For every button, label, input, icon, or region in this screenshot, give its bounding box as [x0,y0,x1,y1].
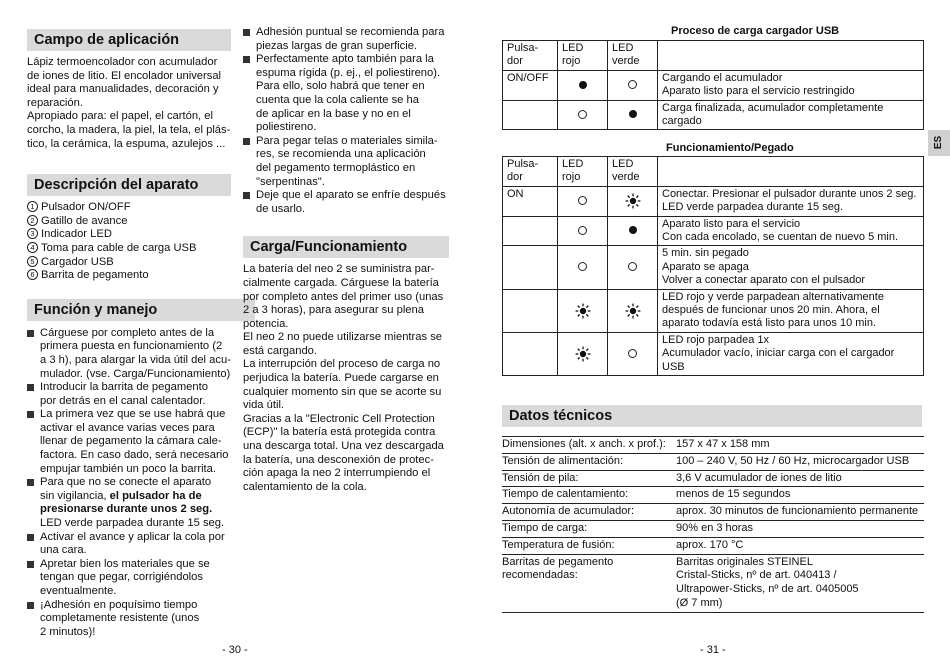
text-line: una cara. [40,544,87,557]
led-on-icon [629,226,637,234]
header-text: LED [612,42,634,54]
text-line: vida útil. [243,399,285,412]
part-number-icon: 5 [27,256,38,267]
usb-table-title: Proceso de carga cargador USB [671,25,840,37]
list-item [243,53,449,135]
text-line: de iones de litio. El encolador universal [27,69,222,82]
text-line: una descarga total. Una vez descargada [243,440,444,453]
text-line: Introducir la barrita de pegamento [40,381,208,394]
list-item [27,327,237,381]
right-page [475,0,950,670]
spec-row [502,504,924,521]
header-text: rojo [562,171,581,184]
spec-label-line: Tensión de pila: [502,471,579,484]
square-bullet-icon [27,561,34,568]
text-line: Para pegar telas o materiales simila- [256,134,438,147]
text-line: tico, la cerámica, la espuma, azulejos ... [27,137,226,150]
header-cell [658,41,924,71]
header-text: LED [562,42,584,54]
text-line: Lápiz termoencolador con acumulador [27,56,218,68]
table-header-row [503,157,924,187]
spec-row [502,437,924,454]
part-item [27,269,231,283]
middle-column [243,26,449,494]
text-line: eventualmente. [40,585,117,597]
green-led-cell [608,186,658,216]
description-line: Aparato listo para el servicio [662,217,801,230]
text-line: completamente resistente (unos [40,612,200,625]
description-line: después de funcionar unos 20 min. Ahora, el [662,304,880,317]
table-row [503,70,924,100]
header-text: verde [612,55,640,68]
table-row [503,289,924,332]
table-row [503,332,924,375]
page-number-left: - 30 - [222,644,248,656]
description-cell [658,100,924,130]
part-item [27,228,231,242]
green-led-cell [608,246,658,289]
text-line: ideal para manualidades, decoración y [27,83,219,96]
part-label: Pulsador ON/OFF [41,201,131,214]
text-line: Gracias a la "Electronic Cell Protection [243,412,435,425]
spec-value-line: Cristal-Sticks, nº de art. 040413 / [676,569,837,582]
square-bullet-icon [243,56,250,63]
list-item [27,476,237,530]
text-line: del pegamento termoplástico en [256,161,416,174]
spec-value-line: 157 x 47 x 158 mm [676,438,770,450]
spec-label [502,487,676,504]
section-heading-carga: Carga/Funcionamiento [243,236,449,258]
spec-label [502,504,676,521]
language-tab [928,130,950,156]
section-heading-descripcion: Descripción del aparato [27,174,231,196]
part-item [27,242,231,256]
description-line: LED rojo parpadea 1x [662,333,770,346]
table-row [503,216,924,246]
red-led-cell [558,186,608,216]
spec-label [502,554,676,612]
text-line: por completo antes del primer uso (unas [243,290,444,303]
tips-list [243,26,449,216]
page-number-right: - 31 - [700,644,726,656]
description-line: aparato todavía está listo para unos 10 min. [662,317,877,330]
text-line: Activar el avance y aplicar la cola por [40,530,225,543]
square-bullet-icon [27,602,34,609]
switch-cell [503,289,558,332]
square-bullet-icon [27,330,34,337]
func-table-title: Funcionamiento/Pegado [666,142,794,154]
list-item [243,26,449,53]
header-text: LED [612,158,634,170]
spec-row [502,554,924,612]
text-line: tengan que pegar, corrigiéndolos [40,571,203,584]
header-cell [658,157,924,187]
spec-row [502,537,924,554]
led-off-icon [628,262,637,271]
spec-value-line: aprox. 30 minutos de funcionamiento permanente [676,505,919,518]
led-blinking-icon [575,346,591,362]
spec-value [676,487,924,504]
description-line: 5 min. sin pegado [662,247,749,260]
text-line: Para ello, solo habrá que tener en [256,80,425,93]
header-cell [503,41,558,71]
led-off-icon [628,349,637,358]
text-line: potencia. [243,317,289,330]
table-row [503,100,924,130]
funcion-list [27,327,237,640]
spec-value [676,520,924,537]
green-led-cell [608,216,658,246]
description-line: Acumulador vacío, iniciar carga con el cargador [662,347,895,360]
switch-cell [503,100,558,130]
text-line: Apropiado para: el papel, el cartón, el [27,110,213,123]
description-cell [658,70,924,100]
led-on-icon [629,110,637,118]
spec-value-line: aprox. 170 °C [676,538,744,551]
red-led-cell [558,70,608,100]
text-line: factora. En caso dado, será necesario [40,449,229,462]
description-cell [658,289,924,332]
spec-value [676,504,924,521]
spec-value [676,554,924,612]
spec-row [502,470,924,487]
spec-value-line: (Ø 7 mm) [676,596,723,609]
text-line: La interrupción del proceso de carga no [243,358,441,371]
spec-label-line: Tensión de alimentación: [502,454,624,467]
spec-row [502,453,924,470]
list-item [27,558,237,599]
spec-row [502,520,924,537]
header-text: verde [612,171,640,184]
left-column [27,29,231,639]
description-line: Aparato listo para el servicio restringido [662,85,855,98]
description-line: Carga finalizada, acumulador completamente [662,101,884,114]
list-item [243,135,449,189]
description-line: Volver a conectar aparato con el pulsador [662,274,866,287]
led-off-icon [628,80,637,89]
text-line: reparación. [27,96,83,109]
led-blinking-icon [625,193,641,209]
description-cell [658,332,924,375]
square-bullet-icon [27,384,34,391]
spec-label [502,470,676,487]
text-line: llenar de pegamento la cámara cale- [40,435,222,448]
description-line: cargado [662,115,702,128]
header-cell [608,41,658,71]
square-bullet-icon [27,411,34,418]
led-blinking-icon [575,303,591,319]
spec-row [502,487,924,504]
led-off-icon [578,226,587,235]
carga-text [243,263,449,494]
description-line: Cargando el acumulador [662,71,783,84]
led-on-icon [579,81,587,89]
switch-cell [503,332,558,375]
spec-label-line: recomendadas: [502,569,578,582]
switch-cell: ON [503,186,558,216]
text-line: está cargando. [243,344,318,357]
spec-label-line: Autonomía de acumulador: [502,505,635,518]
table-header-row [503,41,924,71]
red-led-cell [558,246,608,289]
description-line: USB [662,360,685,373]
switch-cell [503,216,558,246]
list-item [27,381,237,408]
description-cell [658,246,924,289]
spec-label-line: Temperatura de fusión: [502,538,615,551]
text-run: sin vigilancia, [40,489,110,502]
part-number-icon: 3 [27,228,38,239]
square-bullet-icon [243,192,250,199]
green-led-cell [608,100,658,130]
part-item [27,256,231,270]
square-bullet-icon [27,479,34,486]
text-line: LED verde parpadea durante 15 seg. [40,517,225,530]
text-line: de aplicar en la base y no en el [256,107,411,120]
spec-label-line: Tiempo de carga: [502,521,588,534]
text-line: piezas largas de gran superficie. [256,39,418,52]
red-led-cell [558,216,608,246]
text-line: cualquier momento sin que se acorte su [243,385,442,398]
usb-charging-table [502,40,924,130]
spec-value-line: 100 – 240 V, 50 Hz / 60 Hz, microcargador USB [676,454,910,467]
description-line: Con cada encolado, se cuentan de nuevo 5 min. [662,231,899,244]
header-cell [558,41,608,71]
header-text: Pulsa- [507,158,539,170]
spec-label [502,537,676,554]
text-line: a 3 h), para alargar la vida útil del acu- [40,353,231,366]
text-line: empujar también un poco la barrita. [40,462,216,475]
text-line: perjudica la batería. Puede cargarse en [243,372,439,385]
text-line: (ECP)" la batería está protegida contra [243,426,436,439]
text-line: 2 minutos)! [40,625,96,638]
parts-list [27,201,231,283]
table-row [503,246,924,289]
description-cell [658,186,924,216]
text-line: poliestireno. [256,121,317,134]
text-line: espuma rígida (p. ej., el poliestireno). [256,66,441,79]
part-label: Gatillo de avance [41,214,128,227]
green-led-cell [608,332,658,375]
square-bullet-icon [243,29,250,36]
text-line: Para que no se conecte el aparato [40,476,212,489]
spec-label [502,520,676,537]
header-text: Pulsa- [507,42,539,54]
spec-value-line: 3,6 V acumulador de iones de litio [676,471,842,484]
description-line: Conectar. Presionar el pulsador durante unos 2 seg. [662,187,917,200]
text-line: ¡Adhesión en poquísimo tiempo [40,598,198,611]
section-heading-funcion: Función y manejo [27,299,255,321]
text-line: La primera vez que se use habrá que [40,408,226,421]
part-label: Toma para cable de carga USB [41,241,197,254]
bold-text-line: presionarse durante unos 2 seg. [40,503,213,516]
text-line [40,490,237,504]
spec-label-line: Barritas de pegamento [502,555,614,568]
part-number-icon: 6 [27,269,38,280]
text-line: activar el avance varias veces para [40,421,215,434]
spec-value-line: menos de 15 segundos [676,488,791,501]
text-line: primera puesta en funcionamiento (2 [40,340,223,353]
list-item [27,599,237,640]
text-line: El neo 2 no puede utilizarse mientras se [243,331,443,344]
green-led-cell [608,289,658,332]
part-label: Indicador LED [41,228,112,241]
section-heading-campo: Campo de aplicación [27,29,231,51]
text-line: por detrás en el canal calentador. [40,394,206,407]
header-cell [503,157,558,187]
switch-cell [503,246,558,289]
header-cell [558,157,608,187]
part-item [27,201,231,215]
led-off-icon [578,110,587,119]
spec-value-line: Barritas originales STEINEL [676,555,813,568]
technical-data-table [502,436,924,613]
description-line: LED rojo y verde parpadean alternativamente [662,290,884,303]
text-line: La batería del neo 2 se suministra par- [243,263,435,276]
description-cell [658,216,924,246]
header-text: dor [507,171,523,184]
part-number-icon: 4 [27,242,38,253]
led-off-icon [578,196,587,205]
text-line: Adhesión puntual se recomienda para [256,26,445,38]
text-line: Perfectamente apto también para la [256,53,434,66]
spec-value [676,453,924,470]
section-heading-datos: Datos técnicos [502,405,922,427]
list-item [27,408,237,476]
text-line: "serpentinas". [256,175,325,188]
spec-label-line: Dimensiones (alt. x anch. x prof.): [502,438,666,450]
header-text: dor [507,55,523,68]
part-label: Barrita de pegamento [41,269,149,282]
led-blinking-icon [625,303,641,319]
text-line: Apretar bien los materiales que se [40,557,210,570]
function-table [502,156,924,376]
text-line: la batería, una desconexión de protec- [243,453,434,466]
spec-value [676,470,924,487]
bold-text: el pulsador ha de [109,489,202,502]
spec-value-line: 90% en 3 horas [676,521,754,534]
part-item [27,215,231,229]
spec-value-line: Ultrapower-Sticks, nº de art. 0405005 [676,583,859,596]
text-line: ción apaga la neo 2 interrumpiendo el [243,467,431,480]
red-led-cell [558,289,608,332]
text-line: Deje que el aparato se enfríe después [256,189,446,202]
switch-cell: ON/OFF [503,70,558,100]
green-led-cell [608,70,658,100]
led-off-icon [578,262,587,271]
square-bullet-icon [27,534,34,541]
campo-text [27,56,231,151]
text-line: corcho, la madera, la piel, la tela, el plás- [27,123,231,136]
red-led-cell [558,100,608,130]
spec-label [502,453,676,470]
text-line: calentamiento de la cola. [243,480,367,493]
red-led-cell [558,332,608,375]
description-line: Aparato se apaga [662,260,749,273]
language-tab-label: ES [933,135,945,150]
text-line: mulador. (vse. Carga/Funcionamiento) [40,367,231,380]
description-line: LED verde parpadea durante 15 seg. [662,201,844,214]
header-text: LED [562,158,584,170]
header-text: rojo [562,55,581,68]
text-line: cuenta que la cola caliente se ha [256,93,419,106]
text-line: 2 a 3 horas), para asegurar su plena [243,304,424,317]
list-item [27,531,237,558]
part-number-icon: 2 [27,215,38,226]
table-row [503,186,924,216]
list-item [243,189,449,216]
spec-label [502,437,676,454]
square-bullet-icon [243,138,250,145]
text-line: Cárguese por completo antes de la [40,326,215,339]
text-line: de usarlo. [256,202,306,215]
header-cell [608,157,658,187]
part-label: Cargador USB [41,255,114,268]
text-line: cialmente cargada. Cárguese la batería [243,276,439,289]
part-number-icon: 1 [27,201,38,212]
spec-value [676,437,924,454]
spec-value [676,537,924,554]
text-line: res, se recomienda una aplicación [256,148,426,161]
spec-label-line: Tiempo de calentamiento: [502,488,629,501]
